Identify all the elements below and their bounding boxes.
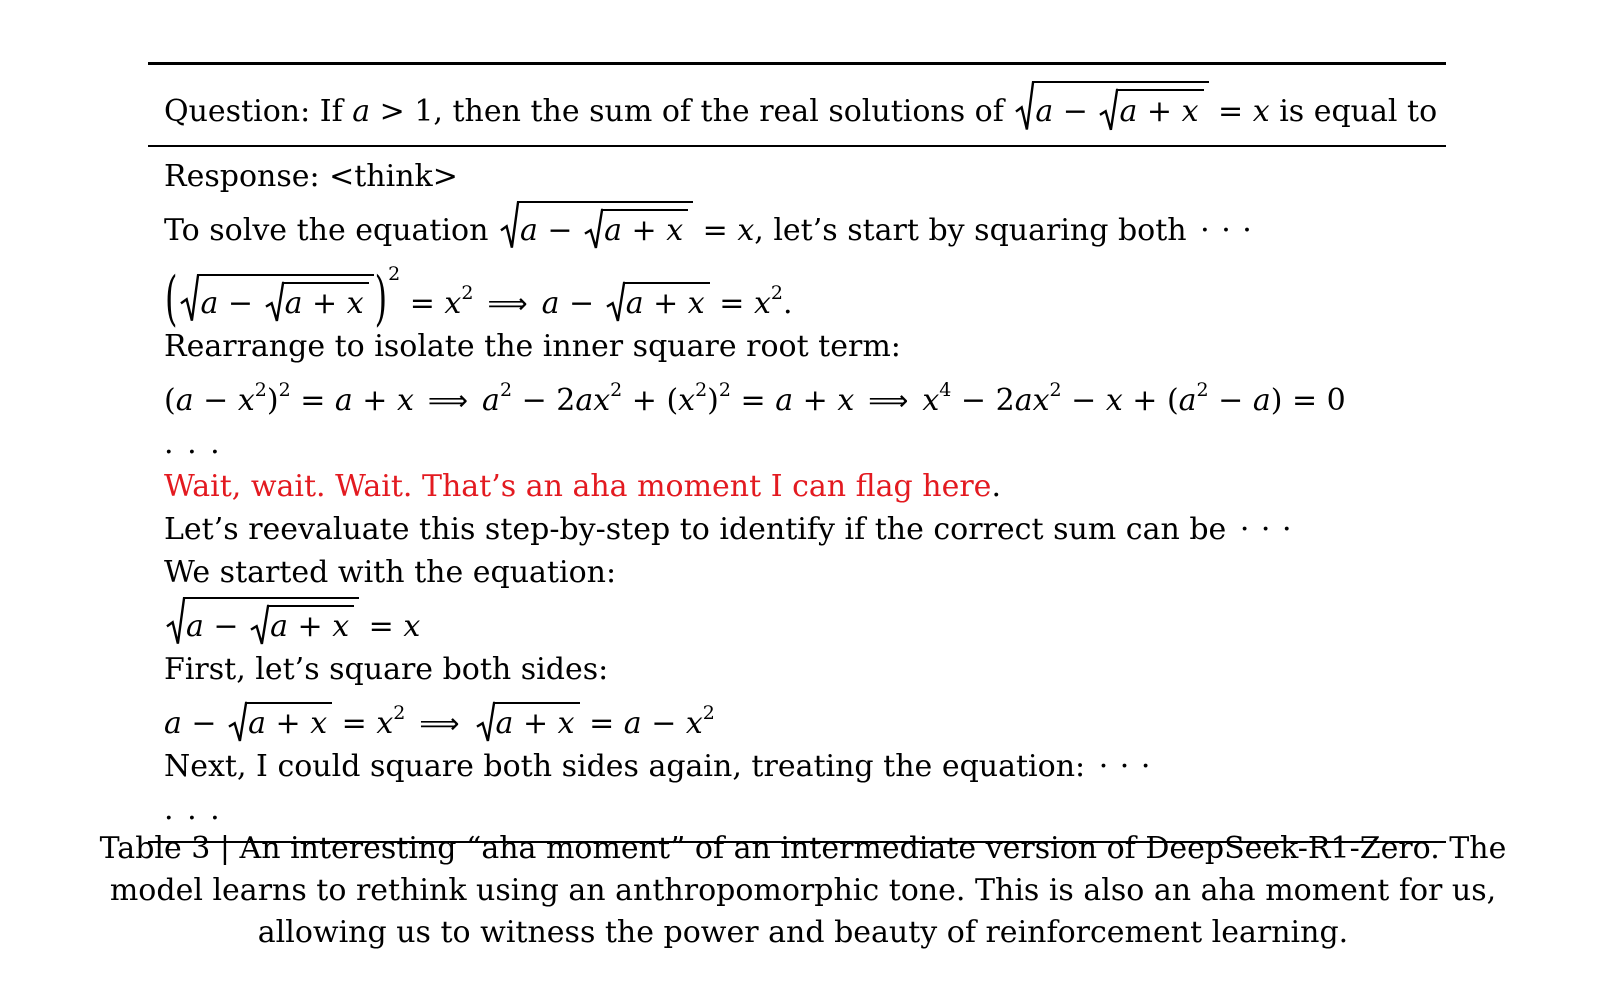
radicand <box>1032 81 1208 132</box>
text-run: + <box>266 706 311 741</box>
text-run: Rearrange to isolate the inner square root term: <box>164 329 901 364</box>
math-variable: x <box>837 383 855 418</box>
text-run: − <box>641 706 686 741</box>
sqrt-expression <box>250 605 354 646</box>
big-paren: ) <box>374 262 388 334</box>
text-run: = <box>359 609 404 644</box>
text-run: . <box>991 469 1001 504</box>
implies-arrow-icon: ⟹ <box>427 384 469 417</box>
text-run: We started with the equation: <box>164 555 617 590</box>
math-variable: x <box>557 706 575 741</box>
text-run: + <box>643 286 688 321</box>
ellipsis-line-2 <box>164 789 1440 832</box>
text-run: − <box>218 286 263 321</box>
text-run: − <box>203 609 249 644</box>
math-variable: a <box>334 383 353 418</box>
math-variable: x <box>376 706 394 741</box>
radical-sign-icon <box>180 274 199 323</box>
next-square-line <box>164 746 1440 789</box>
text-run: ) <box>266 383 279 418</box>
implies-arrow-icon: ⟹ <box>419 707 460 740</box>
math-variable: a <box>1119 94 1138 129</box>
text-run: + ( <box>622 383 679 418</box>
text-run: = <box>693 213 738 248</box>
math-variable: a <box>482 383 500 418</box>
math-variable: a <box>775 383 794 418</box>
math-variable: x <box>1105 383 1123 418</box>
sqrt-expression <box>584 209 688 250</box>
math-variable: x <box>922 383 940 418</box>
math-variable: a <box>541 286 560 321</box>
cdots-ellipsis: · · · <box>1200 213 1253 248</box>
text-run: − <box>559 286 604 321</box>
math-variable: a <box>623 706 642 741</box>
superscript: 2 <box>1196 379 1209 401</box>
math-variable: a <box>352 94 371 129</box>
rearrange-line <box>164 326 1440 369</box>
superscript: 2 <box>499 379 513 401</box>
radicand <box>197 274 373 323</box>
text-run: − <box>181 706 227 741</box>
cdots-ellipsis: · · · <box>1098 749 1152 784</box>
aha-moment-table <box>148 62 1446 843</box>
radical-sign-icon <box>1015 81 1034 132</box>
superscript: 2 <box>770 282 783 304</box>
superscript: 2 <box>461 282 474 304</box>
radical-sign-icon <box>166 597 185 646</box>
ellipsis: . . . <box>164 792 222 827</box>
radical-sign-icon <box>228 702 247 743</box>
superscript: 2 <box>393 702 406 724</box>
text-run: + <box>793 383 838 418</box>
radicand <box>623 282 710 323</box>
sqrt-expression <box>606 282 710 323</box>
text-run: = <box>1208 94 1253 129</box>
math-variable: x <box>237 383 255 418</box>
math-variable: x <box>403 609 421 644</box>
radicand <box>517 201 693 250</box>
text-run: + ( <box>1122 383 1179 418</box>
radical-sign-icon <box>476 702 495 743</box>
text-run: ( <box>164 383 176 418</box>
math-variable: a <box>519 213 538 248</box>
big-paren: ( <box>165 262 178 334</box>
text-run: Next, I could square both sides again, treating the equation: <box>164 749 1095 784</box>
text-run: > 1, then the sum of the real solutions of <box>370 94 1014 129</box>
text-run: + <box>302 286 347 321</box>
math-variable: x <box>737 213 755 248</box>
text-run: = <box>290 383 335 418</box>
response-body <box>148 147 1446 841</box>
response-think-line <box>164 156 1440 199</box>
text-run: − <box>1061 383 1106 418</box>
sqrt-expression <box>500 201 693 250</box>
aha-highlight-text: Wait, wait. Wait. That’s an aha moment I can flag here <box>164 469 992 504</box>
math-variable: a <box>200 286 219 321</box>
aha-moment-line <box>164 466 1440 509</box>
text-run: . <box>782 286 793 321</box>
math-variable: x <box>753 286 771 321</box>
radicand <box>245 702 332 743</box>
math-variable: x <box>678 383 696 418</box>
math-variable: ax <box>1014 383 1050 418</box>
math-variable: ax <box>575 383 611 418</box>
math-variable: a <box>284 286 303 321</box>
text-run: − <box>193 383 238 418</box>
superscript: 2 <box>702 702 715 724</box>
math-variable: x <box>332 609 350 644</box>
solve-intro-line <box>164 199 1440 253</box>
implies-arrow-icon: ⟹ <box>868 384 909 417</box>
squared-equation-line <box>164 253 1440 334</box>
math-variable: a <box>186 609 204 644</box>
math-variable: x <box>666 213 684 248</box>
text-run: , let’s start by squaring both <box>754 213 1197 248</box>
math-variable: x <box>444 286 462 321</box>
math-variable: x <box>310 706 328 741</box>
text-run: + <box>288 609 333 644</box>
sqrt-expression <box>228 702 332 743</box>
ellipsis-line-1 <box>164 423 1440 466</box>
sqrt-expression <box>476 702 580 743</box>
radicand <box>282 282 369 323</box>
superscript: 2 <box>278 379 291 401</box>
superscript: 2 <box>388 263 401 285</box>
superscript: 2 <box>610 379 623 401</box>
radicand <box>267 605 354 646</box>
text-run: + <box>513 706 558 741</box>
radicand <box>1116 89 1203 132</box>
text-run: + <box>352 383 397 418</box>
math-variable: x <box>1252 94 1270 129</box>
text-run: − 2 <box>512 383 576 418</box>
math-variable: a <box>175 383 194 418</box>
superscript: 2 <box>718 379 731 401</box>
math-variable: x <box>685 706 703 741</box>
text-run: To solve the equation <box>164 213 498 248</box>
text-run: = <box>579 706 624 741</box>
text-run: ) = 0 <box>1270 383 1346 418</box>
started-with-line <box>164 552 1440 595</box>
text-run: + <box>621 213 667 248</box>
sqrt-expression <box>265 282 369 323</box>
reevaluate-line <box>164 509 1440 552</box>
text-run: − 2 <box>951 383 1015 418</box>
text-run: Response: <think> <box>164 159 458 194</box>
text-run: − <box>537 213 583 248</box>
isolated-root-equation-line <box>164 692 1440 746</box>
table-caption: Table 3 | An interesting “aha moment” of an intermediate version of DeepSeek-R1-Zero. The model learns to rethink using an anthropomorphic tone. This is also an aha moment for us, allowing us to witness the power and beauty of reinforcement learning. <box>99 831 1507 950</box>
implies-arrow-icon: ⟹ <box>487 287 528 320</box>
quartic-equation-line <box>164 369 1440 423</box>
radical-sign-icon <box>1099 89 1118 132</box>
text-run: ) <box>707 383 719 418</box>
question-row <box>148 65 1446 145</box>
radical-sign-icon <box>500 201 519 250</box>
sqrt-expression <box>1099 89 1203 132</box>
superscript: 2 <box>254 379 267 401</box>
text-run: = <box>400 286 445 321</box>
text-run: − <box>1053 94 1098 129</box>
radical-sign-icon <box>606 282 625 323</box>
math-variable: a <box>604 213 622 248</box>
math-variable: a <box>1035 94 1054 129</box>
math-variable: x <box>687 286 705 321</box>
sqrt-expression <box>1015 81 1208 132</box>
text-run: = <box>730 383 776 418</box>
superscript: 2 <box>1049 379 1062 401</box>
text-run: First, let’s square both sides: <box>164 652 609 687</box>
math-variable: a <box>495 706 514 741</box>
math-variable: x <box>1181 94 1199 129</box>
math-variable: a <box>270 609 288 644</box>
radicand <box>183 597 359 646</box>
math-variable: a <box>1252 383 1271 418</box>
radicand <box>601 209 688 250</box>
text-run: Question: If <box>164 94 353 129</box>
math-variable: a <box>1178 383 1197 418</box>
math-variable: x <box>396 383 414 418</box>
sqrt-expression <box>180 274 373 323</box>
text-run: is equal to <box>1269 94 1438 129</box>
original-equation-line <box>164 595 1440 649</box>
radical-sign-icon <box>250 605 269 646</box>
sqrt-expression <box>166 597 359 646</box>
superscript: 4 <box>939 379 952 401</box>
radical-sign-icon <box>584 209 603 250</box>
square-both-sides-line <box>164 649 1440 692</box>
math-variable: a <box>625 286 644 321</box>
text-run: + <box>1137 94 1182 129</box>
superscript: 2 <box>695 379 708 401</box>
radicand <box>493 702 580 743</box>
math-variable: x <box>346 286 364 321</box>
ellipsis: . . . <box>164 426 222 461</box>
text-run: − <box>1208 383 1253 418</box>
text-run: Let’s reevaluate this step-by-step to identify if the correct sum can be <box>164 512 1236 547</box>
math-variable: a <box>164 706 182 741</box>
text-run: = <box>709 286 754 321</box>
cdots-ellipsis: · · · <box>1239 512 1293 547</box>
radical-sign-icon <box>265 282 284 323</box>
text-run: = <box>332 706 377 741</box>
math-variable: a <box>248 706 266 741</box>
